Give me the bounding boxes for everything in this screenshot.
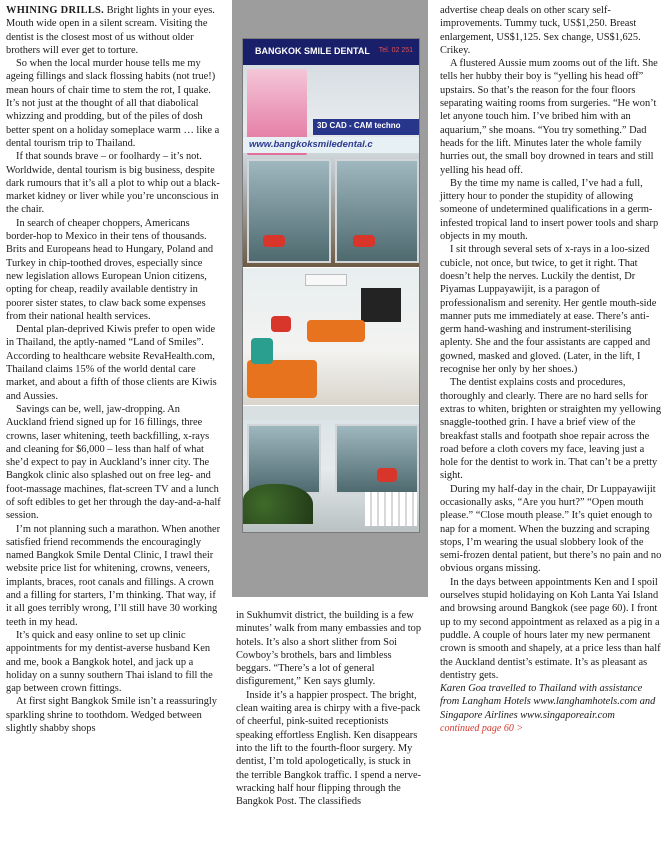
continued-link[interactable]: continued page 60 > bbox=[440, 723, 524, 735]
waiting-room-photo bbox=[243, 268, 419, 405]
red-chair bbox=[353, 235, 375, 247]
paragraph: A flustered Aussie mum zooms out of the lift. She tells her hubby their boy is “yelling his head off” upstairs. So that’s the reason for the four floors separating waiting rooms from surgeries. “He won’t let anyone touch him. I’ve bribed him with an aquarium,” she moans. “You try something.” Dad heads for the lift. Minutes later the whole family hurries out, the small boy drowned in tears and still yelling his head off. bbox=[440, 58, 658, 176]
website-strip-text: www.bangkoksmiledental.c bbox=[249, 139, 373, 150]
article-kicker: WHINING DRILLS. bbox=[6, 5, 105, 16]
paragraph: So when the local murder house tells me my ageing fillings and slack flossing habits (not true!) mean hours of chair time to stem the rot, I quake. It’s not just at the thought of all that diabolical whizzing and prodding, but of the piles of dosh better spent on a holiday someplace warm … like a dental tourism trip to Thailand. bbox=[6, 58, 220, 149]
technology-banner-text: 3D CAD - CAM techno bbox=[317, 121, 401, 130]
paragraph: Dental plan-deprived Kiwis prefer to open wide in Thailand, the aptly-named “Land of Smiles”. According to healthcare website RevaHealth.com, Thailand claims 15% of the world dental care market, and about a fifth of those clients are Kiwis and Aussies. bbox=[6, 324, 217, 402]
photo-collage bbox=[242, 38, 420, 533]
paragraph: If that sounds brave – or foolhardy – it’s not. Worldwide, dental tourism is big business, despite dark rumours that it’s all a plot to whip out a black-market kidney or liver while you’re unconscious in the chair. bbox=[6, 151, 220, 216]
orange-sofa bbox=[307, 320, 365, 342]
paragraph: I’m not planning such a marathon. When another satisfied friend recommends the encouragingly named Bangkok Smile Dental Clinic, I trawl their website price list for whitening, crowns, veneers, implants, braces, root canals and fillings. A crown and a filling for starters, I’m thinking. That way, if it all goes terribly wrong, I’ll still have 30 working teeth in my head. bbox=[6, 523, 221, 628]
paragraph: By the time my name is called, I’ve had a full, jittery hour to ponder the stupidity of allowing someone of undetermined qualifications in a germ-infested tropical land to insert power tools and sharp objects in my mouth. bbox=[440, 177, 659, 243]
teal-cushion bbox=[251, 338, 273, 364]
article-column-1 bbox=[6, 4, 222, 735]
clinic-sign-phone: Tel. 02 251 bbox=[378, 47, 413, 54]
article-column-3 bbox=[440, 4, 662, 735]
paragraph: In search of cheaper choppers, Americans border-hop to Mexico in their tens of thousands. Brits and Europeans head to Hungary, Poland and Turkey in chip-toothed droves, especially since new legislation allows European Union citizens, opting for cheap, readily available dentistry in poorer sister states, to claw back some expenses from their national health services. bbox=[6, 217, 214, 322]
paragraph: The dentist explains costs and procedures, thoroughly and clearly. There are no hard sells for extras to whiten, brighten or straighten my yellowing snaggle-toothed grin. I have a brief view of the breakfast stalls and footpath shoe repair across the road before a cloth covers my face, leaving just a hole for the dentist to work in. That can’t be a pretty sight. bbox=[440, 377, 662, 482]
wall-tv bbox=[361, 288, 401, 322]
clinic-exterior-photo bbox=[243, 39, 419, 267]
article-column-2 bbox=[236, 609, 422, 808]
red-chair bbox=[271, 316, 291, 332]
paragraph: I sit through several sets of x-rays in a loo-sized cubicle, not once, but twice, to get it right. That doesn’t help the nerves. Luckily the dentist, Dr Piyamas Luppayawijit, is a paragon of professionalism and serenity. Her gentle mouth-side manner puts me immediately at ease. There’s anti-germ hand-washing and instrument-sterilising aplenty. She and the four assistants are capped and gowned, masked and gloved. (Later, in the lift, I recognise her only by her shoes.) bbox=[440, 244, 657, 376]
paragraph: in Sukhumvit district, the building is a few minutes’ walk from many embassies and top hotels. It’s also a short slither from Soi Cowboy’s brothels, bars and limbless beggars. “There’s a lot of general disfigurement,” Ken says glumly. bbox=[236, 610, 422, 688]
paragraph: advertise cheap deals on other scary self-improvements. Tummy tuck, US$1,250. Breast enlargement, US$1,125. Sex change, US$1,625. Crikey. bbox=[440, 5, 641, 56]
paragraph: Inside it’s a happier prospect. The bright, clean waiting area is chirpy with a five-pack of cheerful, pink-suited receptionists speaking effortless English. Ken disappears into the lift to the fourth-floor surgery. My dentist, I’m told apologetically, is stuck in the terrible Bangkok traffic. I spend a nerve-wracking half hour flipping through the Bangkok Post. The classifieds bbox=[236, 689, 422, 808]
paragraph-text: Bright lights in your eyes. Mouth wide open in a silent scream. Visiting the dentist is the closest most of us without older brothers will ever get to torture. bbox=[6, 5, 215, 56]
ceiling bbox=[243, 406, 419, 420]
glass-door-left bbox=[247, 159, 331, 263]
reception-photo bbox=[243, 406, 419, 532]
glass-partition bbox=[335, 424, 419, 494]
paragraph: It’s quick and easy online to set up clinic appointments for my dentist-averse husband Ken and me, book a Bangkok hotel, and jack up a holiday on a sunny southern Thai island to fill the gap between crown fittings. bbox=[6, 629, 213, 695]
paragraph: In the days between appointments Ken and I spoil ourselves stupid holidaying on Koh Lanta Yai Island and browsing around Bangkok (see page 60). I front up to my second appointment as relaxed as a pig in a puddle. A couple of hours later my new permanent crown is smooth and shapely, at a price less than half the Auckland dentist’s estimate. It’s as pleasant as dentistry gets. bbox=[440, 576, 661, 681]
orange-sofa-foreground bbox=[247, 360, 317, 398]
white-fence bbox=[365, 492, 417, 526]
paragraph: During my half-day in the chair, Dr Luppayawijit occasionally asks, “Are you hurt?” “Open mouth please.” “Close mouth please.” It’s quiet enough to nap for a moment. When the buzzing and scraping stops, I’m wearing the usual slobbery look of the semi-frozen dental patient, but there’s no pain and no obvious organs missing. bbox=[440, 483, 662, 575]
paragraph bbox=[6, 4, 222, 57]
air-conditioner bbox=[305, 274, 347, 286]
glass-door-right bbox=[335, 159, 419, 263]
paragraph: At first sight Bangkok Smile isn’t a reassuringly sparkling shrine to toothdom. Wedged between slightly shabby shops bbox=[6, 696, 217, 735]
clinic-sign-brand: BANGKOK SMILE DENTAL bbox=[255, 46, 370, 56]
author-credit: Karen Goa travelled to Thailand with assistance from Langham Hotels www.langhamhotels.com and Singapore Airlines www.singaporeair.com bbox=[440, 683, 656, 721]
red-chair bbox=[377, 468, 397, 482]
paragraph: Savings can be, well, jaw-dropping. An Auckland friend signed up for 16 fillings, three crowns, laser whitening, teeth backfilling, x-rays and cleaning for $6,000 – less than half of what she’d expect to pay in Auckland’s inner city. The Bangkok clinic also splashed out on free leg- and foot-massage machines, flat-screen TV and a lunch of soft edibles to get her through the day-and-a-half session. bbox=[6, 403, 221, 522]
potted-plants bbox=[243, 484, 313, 524]
red-chair bbox=[263, 235, 285, 247]
